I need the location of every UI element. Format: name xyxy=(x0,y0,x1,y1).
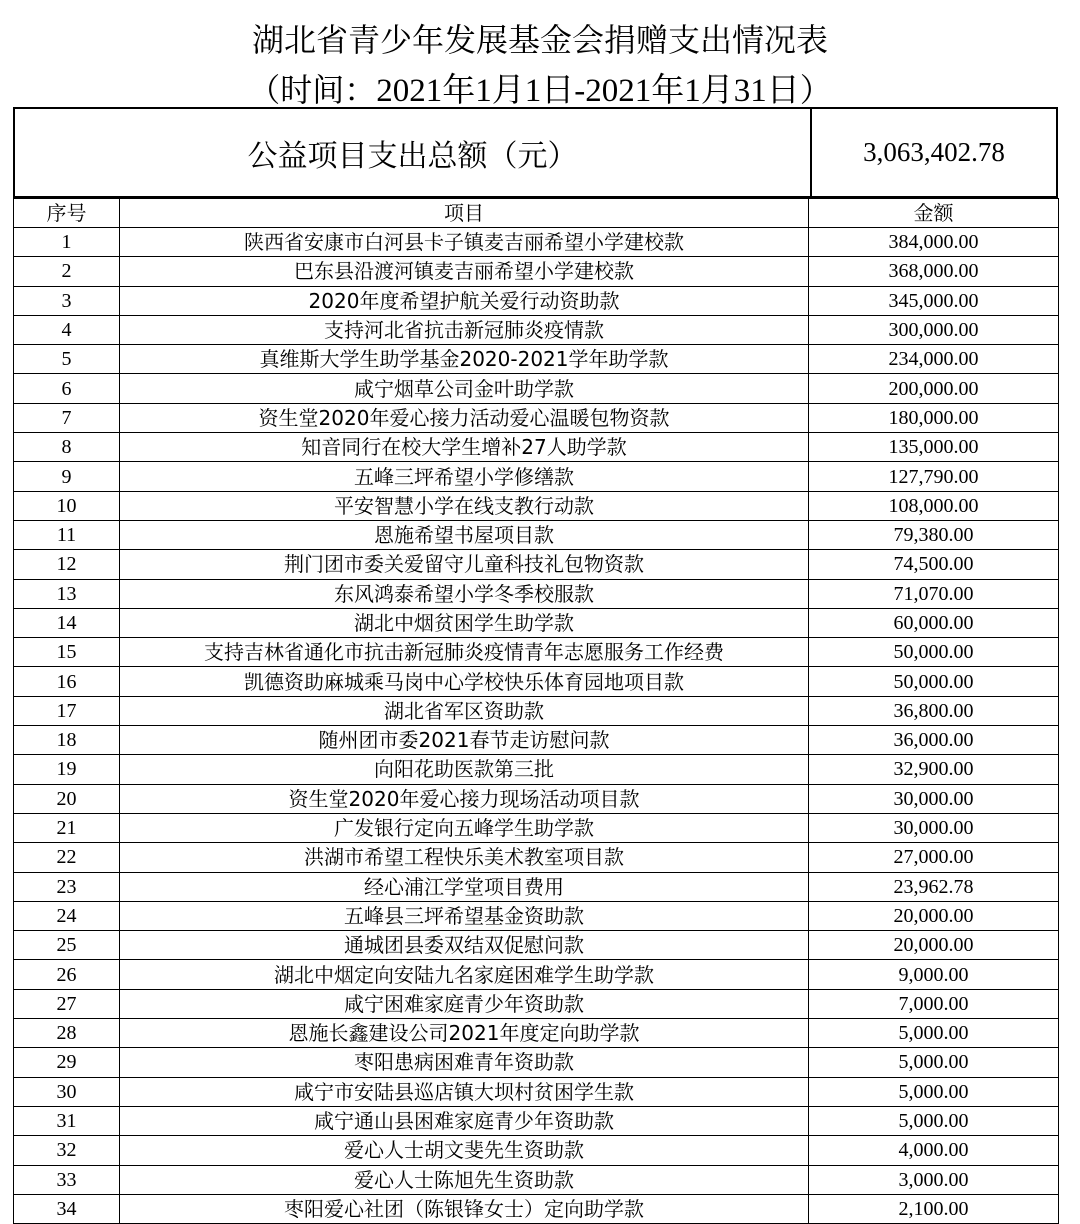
row-number: 22 xyxy=(14,843,120,872)
row-number: 14 xyxy=(14,608,120,637)
row-amount: 9,000.00 xyxy=(809,960,1059,989)
row-number: 7 xyxy=(14,403,120,432)
table-row xyxy=(14,1019,1059,1048)
row-item: 湖北中烟定向安陆九名家庭困难学生助学款 xyxy=(120,960,809,989)
row-amount: 74,500.00 xyxy=(809,550,1059,579)
row-amount: 30,000.00 xyxy=(809,813,1059,842)
row-number: 5 xyxy=(14,345,120,374)
table-row xyxy=(14,433,1059,462)
header-amount: 金额 xyxy=(809,199,1059,228)
table-row xyxy=(14,491,1059,520)
table-row xyxy=(14,520,1059,549)
total-value: 3,063,402.78 xyxy=(863,137,1005,167)
table-row xyxy=(14,345,1059,374)
table-row xyxy=(14,608,1059,637)
row-number: 6 xyxy=(14,374,120,403)
header-item: 项目 xyxy=(120,199,809,228)
row-number: 27 xyxy=(14,989,120,1018)
row-amount: 4,000.00 xyxy=(809,1136,1059,1165)
expenditure-table xyxy=(13,198,1059,1224)
row-number: 26 xyxy=(14,960,120,989)
row-number: 1 xyxy=(14,228,120,257)
row-amount: 5,000.00 xyxy=(809,1106,1059,1135)
row-number: 31 xyxy=(14,1106,120,1135)
row-number: 28 xyxy=(14,1019,120,1048)
row-amount: 20,000.00 xyxy=(809,931,1059,960)
table-row xyxy=(14,374,1059,403)
row-number: 20 xyxy=(14,784,120,813)
table-row xyxy=(14,1048,1059,1077)
period-open: （时间： xyxy=(248,71,377,109)
row-item: 咸宁市安陆县巡店镇大坝村贫困学生款 xyxy=(120,1077,809,1106)
row-number: 32 xyxy=(14,1136,120,1165)
row-amount: 135,000.00 xyxy=(809,433,1059,462)
row-number: 3 xyxy=(14,286,120,315)
row-number: 10 xyxy=(14,491,120,520)
row-number: 11 xyxy=(14,520,120,549)
row-item: 爱心人士胡文斐先生资助款 xyxy=(120,1136,809,1165)
row-item: 洪湖市希望工程快乐美术教室项目款 xyxy=(120,843,809,872)
row-amount: 368,000.00 xyxy=(809,257,1059,286)
row-item: 平安智慧小学在线支教行动款 xyxy=(120,491,809,520)
row-item: 咸宁烟草公司金叶助学款 xyxy=(120,374,809,403)
row-item: 广发银行定向五峰学生助学款 xyxy=(120,813,809,842)
row-number: 21 xyxy=(14,813,120,842)
row-amount: 7,000.00 xyxy=(809,989,1059,1018)
table-row xyxy=(14,960,1059,989)
table-row xyxy=(14,1077,1059,1106)
table-row xyxy=(14,726,1059,755)
row-amount: 50,000.00 xyxy=(809,638,1059,667)
row-number: 30 xyxy=(14,1077,120,1106)
period-subtitle xyxy=(0,70,1080,111)
table-row xyxy=(14,286,1059,315)
header-no: 序号 xyxy=(14,199,120,228)
table-row xyxy=(14,228,1059,257)
row-amount: 32,900.00 xyxy=(809,755,1059,784)
row-item: 随州团市委2021春节走访慰问款 xyxy=(120,726,809,755)
row-amount: 60,000.00 xyxy=(809,608,1059,637)
row-amount: 345,000.00 xyxy=(809,286,1059,315)
row-item: 枣阳爱心社团（陈银锋女士）定向助学款 xyxy=(120,1194,809,1223)
row-amount: 23,962.78 xyxy=(809,872,1059,901)
row-item: 恩施长鑫建设公司2021年度定向助学款 xyxy=(120,1019,809,1048)
row-item: 五峰县三坪希望基金资助款 xyxy=(120,901,809,930)
row-amount: 2,100.00 xyxy=(809,1194,1059,1223)
row-item: 荆门团市委关爱留守儿童科技礼包物资款 xyxy=(120,550,809,579)
table-row xyxy=(14,1136,1059,1165)
row-item: 支持吉林省通化市抗击新冠肺炎疫情青年志愿服务工作经费 xyxy=(120,638,809,667)
row-amount: 5,000.00 xyxy=(809,1048,1059,1077)
row-item: 通城团县委双结双促慰问款 xyxy=(120,931,809,960)
row-amount: 3,000.00 xyxy=(809,1165,1059,1194)
row-item: 资生堂2020年爱心接力现场活动项目款 xyxy=(120,784,809,813)
row-item: 枣阳患病困难青年资助款 xyxy=(120,1048,809,1077)
row-amount: 200,000.00 xyxy=(809,374,1059,403)
row-item: 咸宁通山县困难家庭青少年资助款 xyxy=(120,1106,809,1135)
table-row xyxy=(14,315,1059,344)
table-header-row xyxy=(14,199,1059,228)
row-number: 19 xyxy=(14,755,120,784)
table-row xyxy=(14,696,1059,725)
row-item: 2020年度希望护航关爱行动资助款 xyxy=(120,286,809,315)
row-item: 咸宁困难家庭青少年资助款 xyxy=(120,989,809,1018)
row-amount: 5,000.00 xyxy=(809,1077,1059,1106)
row-item: 东风鸿泰希望小学冬季校服款 xyxy=(120,579,809,608)
table-row xyxy=(14,931,1059,960)
row-number: 23 xyxy=(14,872,120,901)
row-item: 资生堂2020年爱心接力活动爱心温暖包物资款 xyxy=(120,403,809,432)
table-row xyxy=(14,1194,1059,1223)
row-number: 29 xyxy=(14,1048,120,1077)
row-amount: 71,070.00 xyxy=(809,579,1059,608)
row-amount: 234,000.00 xyxy=(809,345,1059,374)
table-row xyxy=(14,403,1059,432)
table-row xyxy=(14,579,1059,608)
row-amount: 300,000.00 xyxy=(809,315,1059,344)
table-row xyxy=(14,638,1059,667)
table-row xyxy=(14,667,1059,696)
row-number: 18 xyxy=(14,726,120,755)
row-amount: 127,790.00 xyxy=(809,462,1059,491)
row-number: 2 xyxy=(14,257,120,286)
row-amount: 384,000.00 xyxy=(809,228,1059,257)
table-row xyxy=(14,784,1059,813)
table-row xyxy=(14,1106,1059,1135)
row-number: 33 xyxy=(14,1165,120,1194)
row-item: 支持河北省抗击新冠肺炎疫情款 xyxy=(120,315,809,344)
table-body xyxy=(14,228,1059,1224)
row-amount: 36,800.00 xyxy=(809,696,1059,725)
row-item: 向阳花助医款第三批 xyxy=(120,755,809,784)
row-item: 知音同行在校大学生增补27人助学款 xyxy=(120,433,809,462)
row-amount: 79,380.00 xyxy=(809,520,1059,549)
row-number: 24 xyxy=(14,901,120,930)
period-range: 2021年1月1日-2021年1月31日 xyxy=(376,73,800,109)
table-row xyxy=(14,1165,1059,1194)
table-row xyxy=(14,462,1059,491)
page-title: 湖北省青少年发展基金会捐赠支出情况表 xyxy=(251,21,828,59)
row-number: 13 xyxy=(14,579,120,608)
row-number: 4 xyxy=(14,315,120,344)
table-row xyxy=(14,755,1059,784)
row-amount: 5,000.00 xyxy=(809,1019,1059,1048)
table-row xyxy=(14,989,1059,1018)
table-row xyxy=(14,257,1059,286)
row-item: 巴东县沿渡河镇麦吉丽希望小学建校款 xyxy=(120,257,809,286)
row-number: 16 xyxy=(14,667,120,696)
period-close: ） xyxy=(799,71,832,109)
table-row xyxy=(14,901,1059,930)
total-label: 公益项目支出总额（元） xyxy=(15,109,812,196)
total-summary xyxy=(13,107,1058,198)
row-item: 湖北中烟贫困学生助学款 xyxy=(120,608,809,637)
row-number: 8 xyxy=(14,433,120,462)
table-row xyxy=(14,843,1059,872)
row-number: 34 xyxy=(14,1194,120,1223)
row-amount: 180,000.00 xyxy=(809,403,1059,432)
table-row xyxy=(14,813,1059,842)
row-number: 12 xyxy=(14,550,120,579)
row-item: 恩施希望书屋项目款 xyxy=(120,520,809,549)
row-number: 15 xyxy=(14,638,120,667)
row-amount: 50,000.00 xyxy=(809,667,1059,696)
row-amount: 36,000.00 xyxy=(809,726,1059,755)
row-item: 爱心人士陈旭先生资助款 xyxy=(120,1165,809,1194)
row-amount: 27,000.00 xyxy=(809,843,1059,872)
table-row xyxy=(14,550,1059,579)
row-amount: 20,000.00 xyxy=(809,901,1059,930)
row-item: 真维斯大学生助学基金2020-2021学年助学款 xyxy=(120,345,809,374)
table-row xyxy=(14,872,1059,901)
row-amount: 30,000.00 xyxy=(809,784,1059,813)
row-item: 五峰三坪希望小学修缮款 xyxy=(120,462,809,491)
row-item: 陕西省安康市白河县卡子镇麦吉丽希望小学建校款 xyxy=(120,228,809,257)
row-item: 经心浦江学堂项目费用 xyxy=(120,872,809,901)
row-number: 25 xyxy=(14,931,120,960)
row-amount: 108,000.00 xyxy=(809,491,1059,520)
row-number: 9 xyxy=(14,462,120,491)
row-item: 湖北省军区资助款 xyxy=(120,696,809,725)
row-item: 凯德资助麻城乘马岗中心学校快乐体育园地项目款 xyxy=(120,667,809,696)
row-number: 17 xyxy=(14,696,120,725)
